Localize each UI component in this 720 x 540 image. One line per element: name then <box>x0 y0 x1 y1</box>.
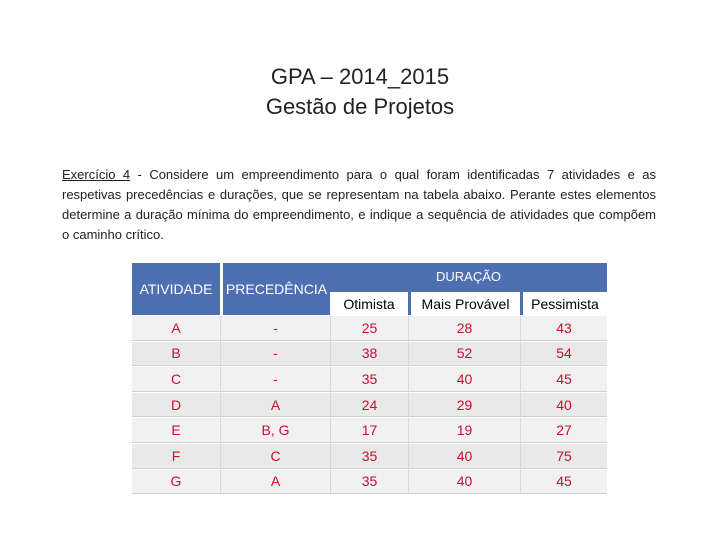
cell-precedencia: B, G <box>220 417 330 443</box>
cell-mais-provavel: 29 <box>408 392 520 418</box>
cell-pessimista: 40 <box>520 392 607 418</box>
cell-mais-provavel: 40 <box>408 443 520 469</box>
cell-mais-provavel: 28 <box>408 315 520 341</box>
table-row <box>132 366 607 392</box>
table-row <box>132 417 607 443</box>
cell-precedencia: - <box>220 366 330 392</box>
cell-atividade: E <box>132 417 220 443</box>
activities-table <box>132 263 607 494</box>
exercise-statement <box>62 165 656 245</box>
cell-pessimista: 75 <box>520 443 607 469</box>
cell-precedencia: C <box>220 443 330 469</box>
cell-precedencia: A <box>220 469 330 495</box>
header-otimista: Otimista <box>330 289 408 315</box>
title-line-2: Gestão de Projetos <box>265 94 455 119</box>
table-row <box>132 469 607 495</box>
table-row <box>132 315 607 341</box>
cell-atividade: B <box>132 341 220 367</box>
cell-atividade: F <box>132 443 220 469</box>
cell-pessimista: 45 <box>520 366 607 392</box>
cell-otimista: 35 <box>330 366 408 392</box>
cell-otimista: 35 <box>330 469 408 495</box>
cell-pessimista: 43 <box>520 315 607 341</box>
cell-atividade: D <box>132 392 220 418</box>
header-pessimista: Pessimista <box>520 289 607 315</box>
table-row <box>132 341 607 367</box>
cell-otimista: 25 <box>330 315 408 341</box>
table-row <box>132 443 607 469</box>
cell-mais-provavel: 52 <box>408 341 520 367</box>
header-duracao: DURAÇÃO <box>330 263 607 289</box>
header-atividade: ATIVIDADE <box>132 263 220 315</box>
cell-atividade: G <box>132 469 220 495</box>
cell-otimista: 38 <box>330 341 408 367</box>
title-line-1: GPA – 2014_2015 <box>270 64 450 89</box>
cell-pessimista: 27 <box>520 417 607 443</box>
exercise-text: - Considere um empreendimento para o qual foram identificadas 7 atividades e as respetivas precedências e durações, que se representam na tabela abaixo. Perante estes elementos determine a duração mínima do empreendimento, e indique a sequência de atividades que compõem o caminho crítico. <box>62 167 656 242</box>
exercise-label: Exercício 4 <box>62 167 131 182</box>
cell-pessimista: 45 <box>520 469 607 495</box>
cell-precedencia: - <box>220 315 330 341</box>
cell-mais-provavel: 40 <box>408 366 520 392</box>
table-row <box>132 392 607 418</box>
cell-mais-provavel: 40 <box>408 469 520 495</box>
cell-otimista: 24 <box>330 392 408 418</box>
header-mais-provavel: Mais Provável <box>408 289 520 315</box>
cell-precedencia: A <box>220 392 330 418</box>
cell-otimista: 17 <box>330 417 408 443</box>
cell-pessimista: 54 <box>520 341 607 367</box>
header-precedencia: PRECEDÊNCIA <box>220 263 330 315</box>
cell-atividade: A <box>132 315 220 341</box>
cell-otimista: 35 <box>330 443 408 469</box>
page-title <box>0 62 720 122</box>
cell-precedencia: - <box>220 341 330 367</box>
cell-mais-provavel: 19 <box>408 417 520 443</box>
cell-atividade: C <box>132 366 220 392</box>
